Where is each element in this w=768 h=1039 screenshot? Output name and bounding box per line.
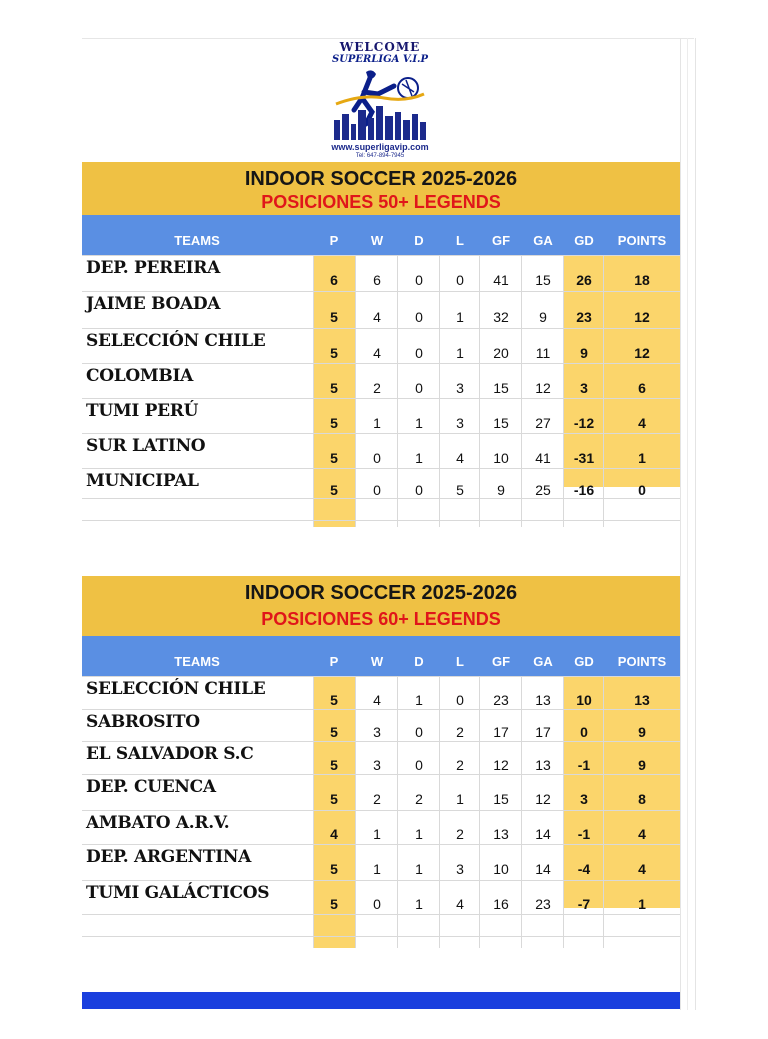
stat-l: 2 [456, 757, 464, 773]
empty-row [82, 498, 680, 519]
stat-gf: 15 [493, 791, 509, 807]
empty-row [82, 520, 680, 541]
stat-ga: 15 [535, 272, 551, 288]
stat-gd: -7 [577, 896, 591, 912]
table-row [82, 844, 680, 881]
table-row [82, 398, 680, 434]
stat-pts: 6 [638, 380, 646, 396]
stat-ga: 9 [539, 309, 547, 325]
sheet-gridlines [680, 38, 696, 1010]
logo-url-text: www.superligavip.com [331, 142, 429, 152]
welcome-text: WELCOME [339, 40, 421, 54]
stat-gd: -12 [573, 415, 595, 431]
stat-p: 5 [330, 415, 338, 431]
stat-p: 5 [330, 345, 338, 361]
stat-gd: 26 [576, 272, 592, 288]
table-row [82, 433, 680, 469]
stat-d: 1 [415, 861, 423, 877]
stat-d: 1 [415, 415, 423, 431]
stat-gf: 15 [493, 380, 509, 396]
column-header-gd: GD [574, 654, 594, 669]
team-name: TUMI GALÁCTICOS [86, 883, 270, 903]
stat-l: 0 [456, 272, 464, 288]
stat-d: 0 [415, 757, 423, 773]
column-header-pts: POINTS [617, 233, 667, 248]
table-row [82, 676, 680, 710]
section-title: INDOOR SOCCER 2025-2026 [244, 168, 518, 190]
empty-row [82, 936, 680, 957]
stat-gf: 12 [493, 757, 509, 773]
stat-gd: -4 [577, 861, 591, 877]
stat-gf: 10 [493, 450, 509, 466]
stat-ga: 14 [535, 826, 551, 842]
team-name: COLOMBIA [86, 366, 194, 386]
stat-w: 1 [373, 826, 381, 842]
logo-brand-text: SUPERLIGA V.I.P [331, 54, 429, 65]
stat-gf: 23 [493, 692, 509, 708]
stat-d: 0 [415, 345, 423, 361]
column-header-w: W [370, 233, 384, 248]
section-banner [82, 576, 680, 636]
stat-ga: 12 [535, 380, 551, 396]
logo-phone-text: Tel: 647-894-7945 [355, 153, 405, 159]
section-title: INDOOR SOCCER 2025-2026 [244, 582, 518, 604]
stat-ga: 41 [535, 450, 551, 466]
column-header-team: TEAMS [174, 233, 220, 248]
stat-ga: 11 [535, 345, 551, 361]
stat-ga: 14 [535, 861, 551, 877]
stat-l: 3 [456, 861, 464, 877]
soccer-player-skyline-icon [332, 64, 428, 142]
team-name: DEP. PEREIRA [86, 258, 221, 278]
stat-ga: 27 [535, 415, 551, 431]
stat-ga: 12 [535, 791, 551, 807]
table-row [82, 468, 680, 499]
stat-w: 1 [373, 861, 381, 877]
stat-d: 0 [415, 309, 423, 325]
stat-pts: 4 [638, 826, 646, 842]
column-header-l: L [456, 233, 464, 248]
empty-row [82, 914, 680, 935]
stat-w: 0 [373, 482, 381, 498]
stat-gd: 3 [580, 791, 588, 807]
column-header-ga: GA [533, 654, 553, 669]
stat-pts: 4 [638, 415, 646, 431]
stat-l: 1 [456, 345, 464, 361]
stat-d: 0 [415, 272, 423, 288]
stat-gf: 17 [493, 724, 509, 740]
team-name: EL SALVADOR S.C [86, 744, 254, 764]
stat-d: 0 [415, 724, 423, 740]
table-row [82, 810, 680, 845]
table-row [82, 741, 680, 775]
stat-w: 2 [373, 380, 381, 396]
stat-l: 2 [456, 826, 464, 842]
stat-gd: -16 [573, 482, 595, 498]
stat-p: 5 [330, 896, 338, 912]
team-name: SELECCIÓN CHILE [86, 679, 266, 699]
stat-p: 4 [330, 826, 338, 842]
stat-pts: 9 [638, 724, 646, 740]
stat-w: 0 [373, 450, 381, 466]
stat-gf: 41 [493, 272, 509, 288]
stat-w: 3 [373, 757, 381, 773]
stat-p: 6 [330, 272, 338, 288]
stat-w: 3 [373, 724, 381, 740]
stat-p: 5 [330, 757, 338, 773]
stat-gf: 20 [493, 345, 509, 361]
table-header [82, 215, 680, 255]
stat-pts: 9 [638, 757, 646, 773]
stat-l: 4 [456, 450, 464, 466]
stat-pts: 12 [634, 345, 650, 361]
column-header-d: D [414, 233, 424, 248]
section-subtitle: POSICIONES 60+ LEGENDS [261, 609, 501, 629]
column-header-team: TEAMS [174, 654, 220, 669]
stat-gd: 23 [576, 309, 592, 325]
column-header-gd: GD [574, 233, 594, 248]
stat-p: 5 [330, 692, 338, 708]
bottom-bar [82, 992, 680, 1009]
column-header-p: P [329, 654, 339, 669]
table-header [82, 636, 680, 676]
standings-60-plus [82, 576, 680, 948]
team-name: JAIME BOADA [86, 294, 221, 314]
standings-50-plus [82, 162, 680, 527]
column-header-gf: GF [491, 233, 511, 248]
column-header-ga: GA [533, 233, 553, 248]
stat-w: 4 [373, 692, 381, 708]
stat-p: 5 [330, 861, 338, 877]
stat-gd: -1 [577, 757, 591, 773]
stat-gf: 10 [493, 861, 509, 877]
stat-ga: 17 [535, 724, 551, 740]
league-logo [318, 38, 442, 162]
table-row [82, 291, 680, 329]
section-banner [82, 162, 680, 215]
column-header-p: P [329, 233, 339, 248]
column-header-d: D [414, 654, 424, 669]
stat-l: 4 [456, 896, 464, 912]
stat-gd: 9 [580, 345, 588, 361]
stat-pts: 4 [638, 861, 646, 877]
team-name: DEP. ARGENTINA [86, 847, 251, 867]
stat-pts: 1 [638, 450, 646, 466]
stat-ga: 13 [535, 692, 551, 708]
standings-table [82, 676, 680, 948]
stat-w: 6 [373, 272, 381, 288]
team-name: TUMI PERÚ [86, 401, 199, 421]
stat-p: 5 [330, 450, 338, 466]
stat-gf: 9 [497, 482, 505, 498]
stat-pts: 8 [638, 791, 646, 807]
stat-w: 2 [373, 791, 381, 807]
stat-d: 1 [415, 450, 423, 466]
stat-d: 0 [415, 380, 423, 396]
stat-gf: 13 [493, 826, 509, 842]
stat-l: 1 [456, 309, 464, 325]
team-name: DEP. CUENCA [86, 777, 216, 797]
stat-p: 5 [330, 380, 338, 396]
table-row [82, 709, 680, 742]
team-name: MUNICIPAL [86, 471, 199, 491]
stat-gd: 10 [576, 692, 592, 708]
stat-ga: 13 [535, 757, 551, 773]
stat-pts: 12 [634, 309, 650, 325]
column-header-w: W [370, 654, 384, 669]
table-row [82, 328, 680, 364]
team-name: AMBATO A.R.V. [86, 813, 230, 833]
standings-table [82, 255, 680, 527]
stat-p: 5 [330, 482, 338, 498]
stat-d: 0 [415, 482, 423, 498]
stat-l: 1 [456, 791, 464, 807]
stat-l: 2 [456, 724, 464, 740]
stat-d: 1 [415, 896, 423, 912]
stat-gf: 16 [493, 896, 509, 912]
stat-p: 5 [330, 724, 338, 740]
column-header-l: L [456, 654, 464, 669]
stat-gd: -31 [573, 450, 595, 466]
table-row [82, 774, 680, 811]
stat-w: 0 [373, 896, 381, 912]
stat-ga: 23 [535, 896, 551, 912]
stat-l: 3 [456, 415, 464, 431]
team-name: SABROSITO [86, 712, 200, 732]
column-header-gf: GF [491, 654, 511, 669]
table-row [82, 363, 680, 399]
table-row [82, 255, 680, 292]
stat-d: 2 [415, 791, 423, 807]
stat-ga: 25 [535, 482, 551, 498]
stat-pts: 18 [634, 272, 650, 288]
stat-pts: 0 [638, 482, 646, 498]
team-name: SELECCIÓN CHILE [86, 331, 266, 351]
stat-pts: 1 [638, 896, 646, 912]
stat-w: 4 [373, 309, 381, 325]
stat-gf: 15 [493, 415, 509, 431]
stat-gd: 3 [580, 380, 588, 396]
table-row [82, 880, 680, 915]
stat-gf: 32 [493, 309, 509, 325]
stat-gd: -1 [577, 826, 591, 842]
column-header-pts: POINTS [617, 654, 667, 669]
stat-d: 1 [415, 826, 423, 842]
stat-l: 3 [456, 380, 464, 396]
stat-p: 5 [330, 309, 338, 325]
stat-l: 5 [456, 482, 464, 498]
stat-d: 1 [415, 692, 423, 708]
stat-w: 1 [373, 415, 381, 431]
stat-l: 0 [456, 692, 464, 708]
stat-pts: 13 [634, 692, 650, 708]
stat-gd: 0 [580, 724, 588, 740]
stat-p: 5 [330, 791, 338, 807]
team-name: SUR LATINO [86, 436, 206, 456]
stat-w: 4 [373, 345, 381, 361]
section-subtitle: POSICIONES 50+ LEGENDS [261, 192, 501, 212]
